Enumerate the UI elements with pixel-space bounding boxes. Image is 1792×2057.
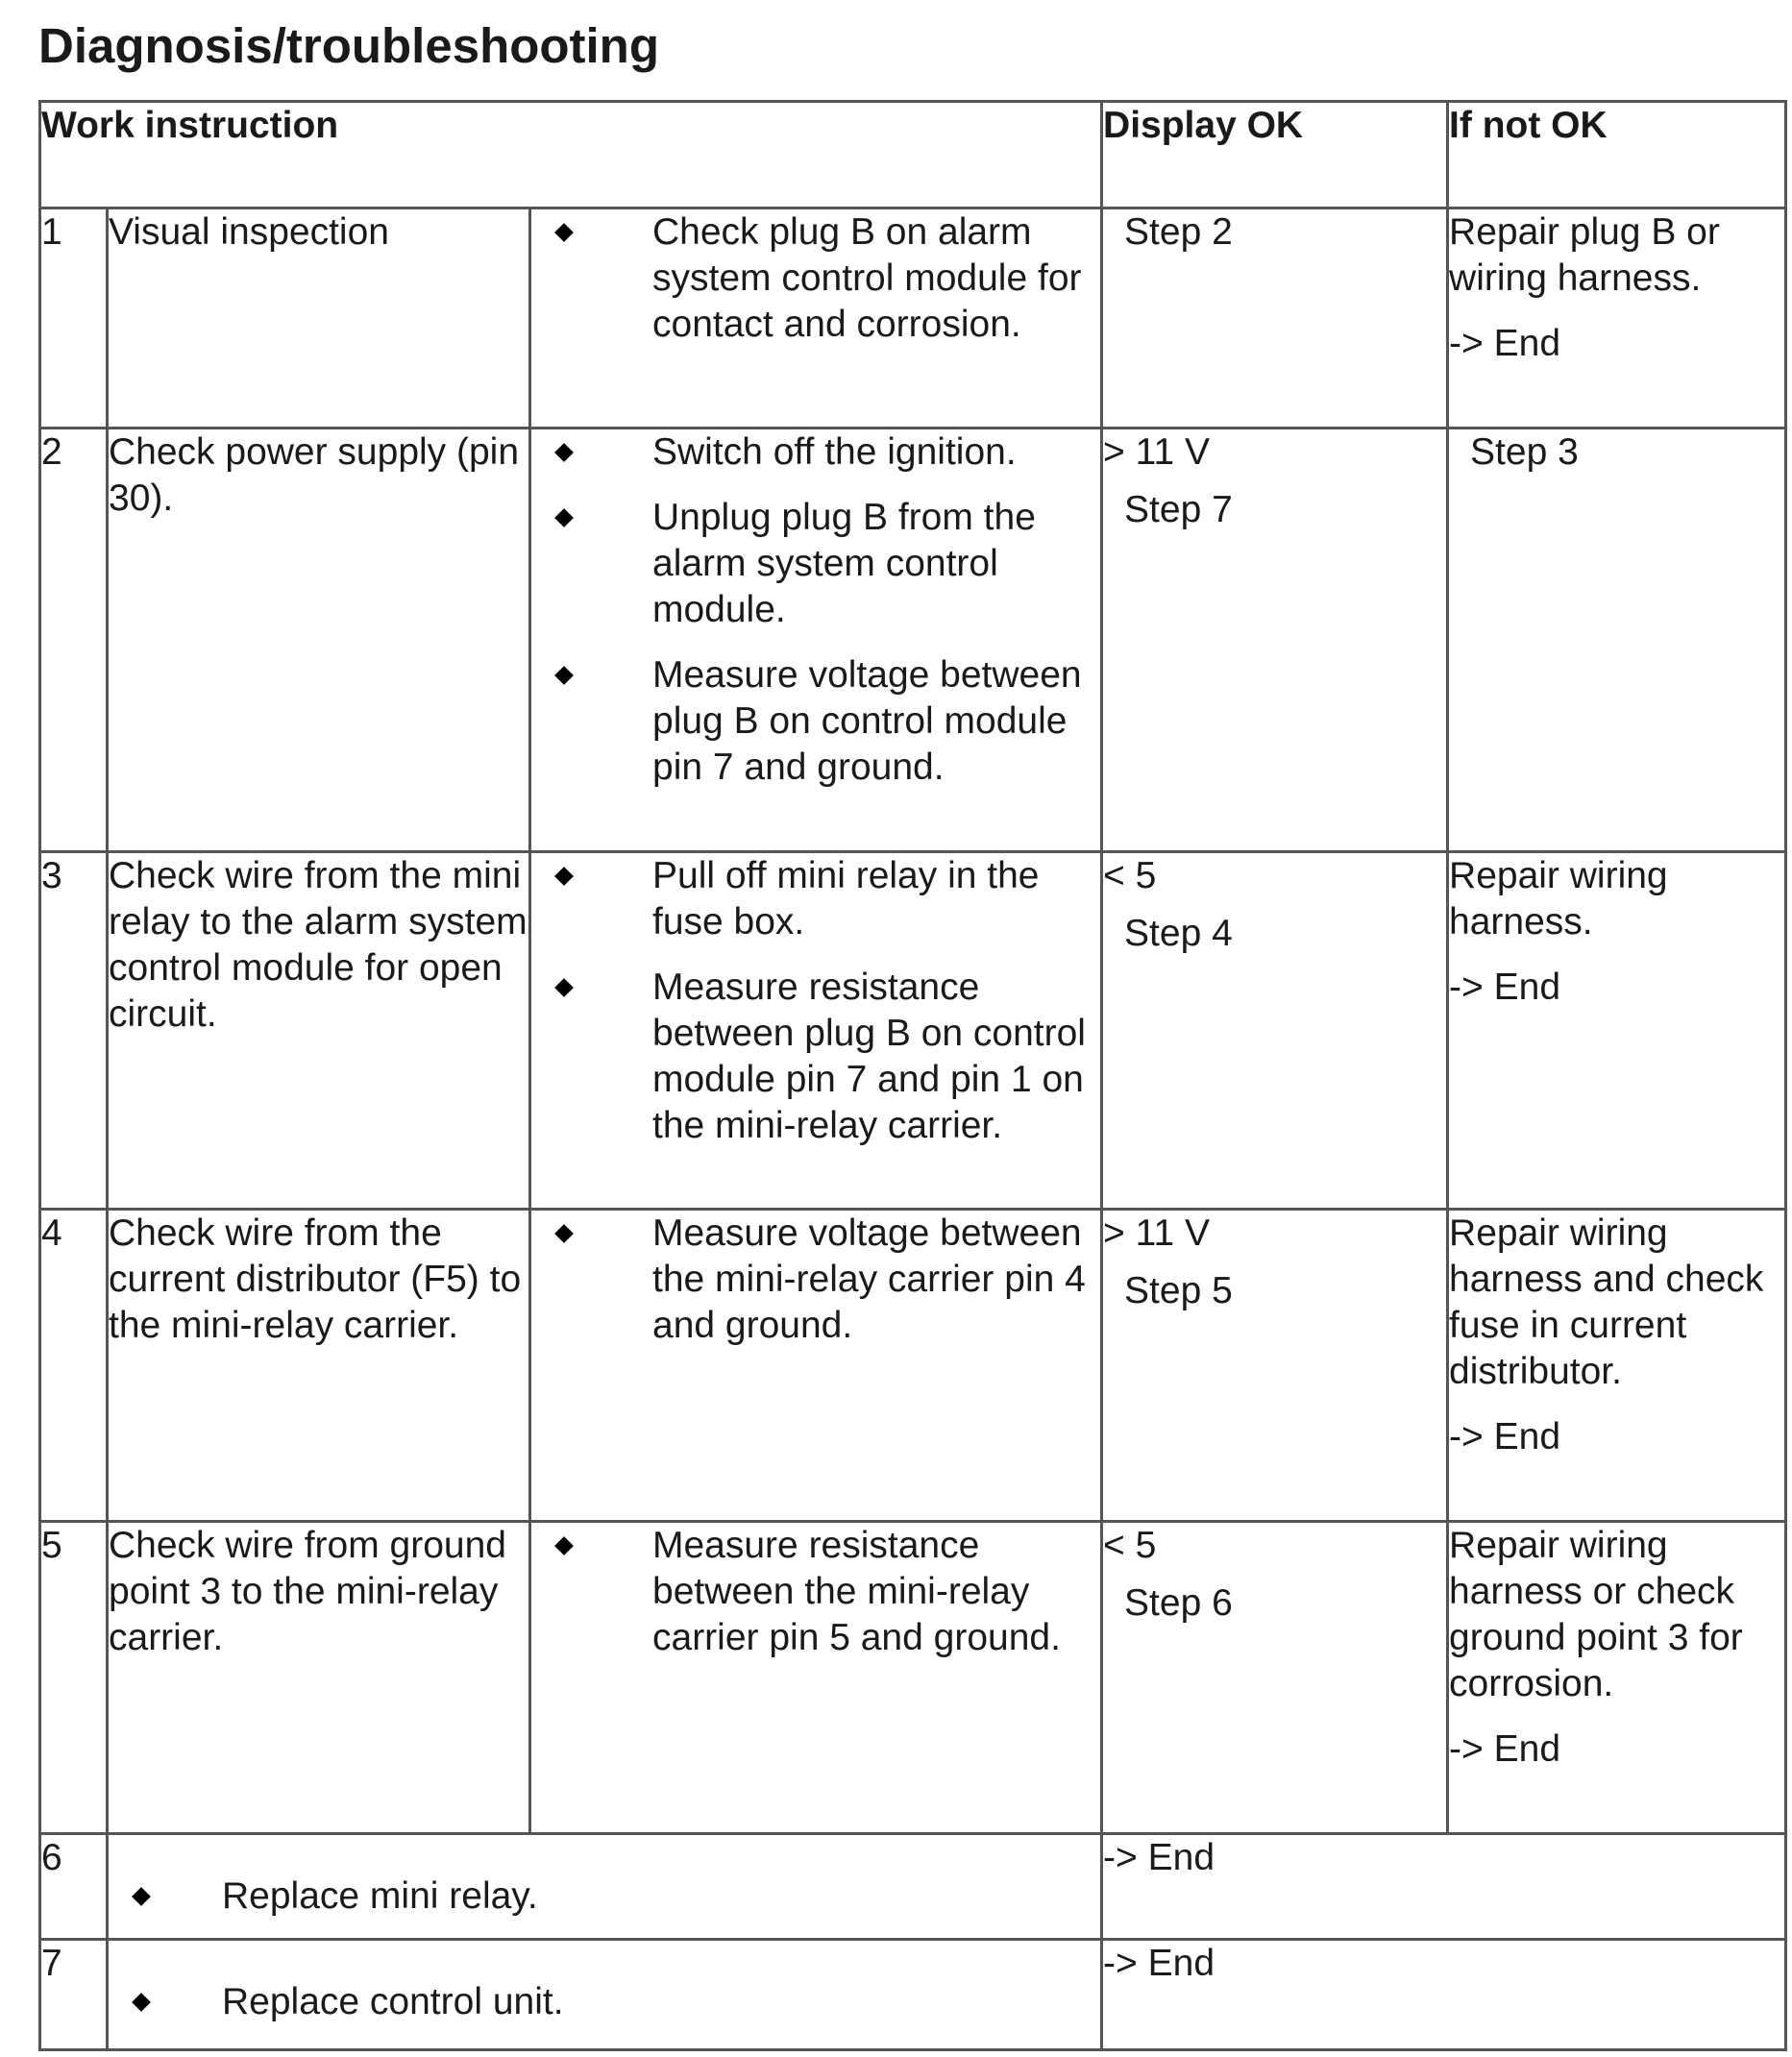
- not-ok-next-step: Step 3: [1470, 431, 1579, 473]
- step-result: -> End: [1102, 1834, 1786, 1940]
- not-ok-end: -> End: [1449, 1728, 1561, 1770]
- instruction-item: Measure voltage between plug B on control module pin 7 and ground.: [531, 652, 1100, 791]
- step-number: 1: [40, 208, 108, 429]
- not-ok-cell: [1448, 852, 1786, 1210]
- step-instructions: [530, 429, 1102, 852]
- step-number: 2: [40, 429, 108, 852]
- not-ok-cell: [1448, 1210, 1786, 1522]
- not-ok-action: Repair wiring harness or check ground point 3 for corrosion.: [1449, 1525, 1743, 1704]
- step-number: 6: [40, 1834, 108, 1940]
- ok-value: > 11 V: [1103, 431, 1210, 473]
- step-number: 7: [40, 1940, 108, 2050]
- table-row: [40, 208, 1786, 429]
- not-ok-action: Repair wiring harness and check fuse in current distributor.: [1449, 1212, 1764, 1392]
- ok-value: < 5: [1103, 1525, 1157, 1566]
- instruction-item: Unplug plug B from the alarm system control module.: [531, 495, 1100, 633]
- step-action-cell: [108, 1940, 1102, 2050]
- step-check: Check wire from ground point 3 to the mini-relay carrier.: [108, 1522, 530, 1834]
- header-if-not-ok: If not OK: [1448, 102, 1786, 208]
- table-row: [40, 429, 1786, 852]
- step-instructions: [530, 1522, 1102, 1834]
- header-work-instruction: Work instruction: [40, 102, 1102, 208]
- display-ok-cell: [1102, 208, 1448, 429]
- table-row: [40, 1940, 1786, 2050]
- table-row: [40, 852, 1786, 1210]
- table-row: [40, 1834, 1786, 1940]
- step-instructions: [530, 852, 1102, 1210]
- ok-next-step: Step 7: [1124, 489, 1233, 530]
- instruction-item: Measure resistance between the mini-relay carrier pin 5 and ground.: [531, 1523, 1100, 1661]
- table-row: [40, 1522, 1786, 1834]
- step-number: 5: [40, 1522, 108, 1834]
- step-check: Check wire from the current distributor (F5) to the mini-relay carrier.: [108, 1210, 530, 1522]
- page-title: Diagnosis/troubleshooting: [38, 18, 659, 73]
- instruction-item: Check plug B on alarm system control module for contact and corrosion.: [531, 209, 1100, 348]
- display-ok-cell: [1102, 1210, 1448, 1522]
- instruction-item: Pull off mini relay in the fuse box.: [531, 853, 1100, 945]
- step-number: 3: [40, 852, 108, 1210]
- not-ok-end: -> End: [1449, 967, 1561, 1008]
- not-ok-action: Repair plug B or wiring harness.: [1449, 211, 1720, 299]
- step-result: -> End: [1102, 1940, 1786, 2050]
- not-ok-cell: [1448, 429, 1786, 852]
- instruction-item: Switch off the ignition.: [531, 429, 1100, 476]
- step-instructions: [530, 1210, 1102, 1522]
- ok-next-step: Step 4: [1124, 913, 1233, 954]
- step-check: Check wire from the mini relay to the alarm system control module for open circuit.: [108, 852, 530, 1210]
- instruction-item: Measure resistance between plug B on control module pin 7 and pin 1 on the mini-relay carrier.: [531, 965, 1100, 1149]
- not-ok-cell: [1448, 1522, 1786, 1834]
- ok-value: > 11 V: [1103, 1212, 1210, 1254]
- display-ok-cell: [1102, 1522, 1448, 1834]
- table-row: [40, 1210, 1786, 1522]
- step-action-cell: [108, 1834, 1102, 1940]
- step-check: Check power supply (pin 30).: [108, 429, 530, 852]
- ok-next-step: Step 6: [1124, 1582, 1233, 1624]
- ok-value: < 5: [1103, 855, 1157, 896]
- step-instructions: [530, 208, 1102, 429]
- not-ok-action: Repair wiring harness.: [1449, 855, 1668, 943]
- header-row: [40, 102, 1786, 208]
- not-ok-end: -> End: [1449, 323, 1561, 364]
- step-action: Replace control unit.: [222, 1981, 564, 2022]
- not-ok-cell: [1448, 208, 1786, 429]
- not-ok-end: -> End: [1449, 1416, 1561, 1457]
- instruction-item: Measure voltage between the mini-relay carrier pin 4 and ground.: [531, 1211, 1100, 1349]
- ok-next-step: Step 2: [1124, 211, 1233, 253]
- troubleshooting-table: [38, 100, 1787, 2051]
- display-ok-cell: [1102, 429, 1448, 852]
- header-display-ok: Display OK: [1102, 102, 1448, 208]
- step-check: Visual inspection: [108, 208, 530, 429]
- ok-next-step: Step 5: [1124, 1270, 1233, 1311]
- step-number: 4: [40, 1210, 108, 1522]
- display-ok-cell: [1102, 852, 1448, 1210]
- step-action: Replace mini relay.: [222, 1875, 538, 1917]
